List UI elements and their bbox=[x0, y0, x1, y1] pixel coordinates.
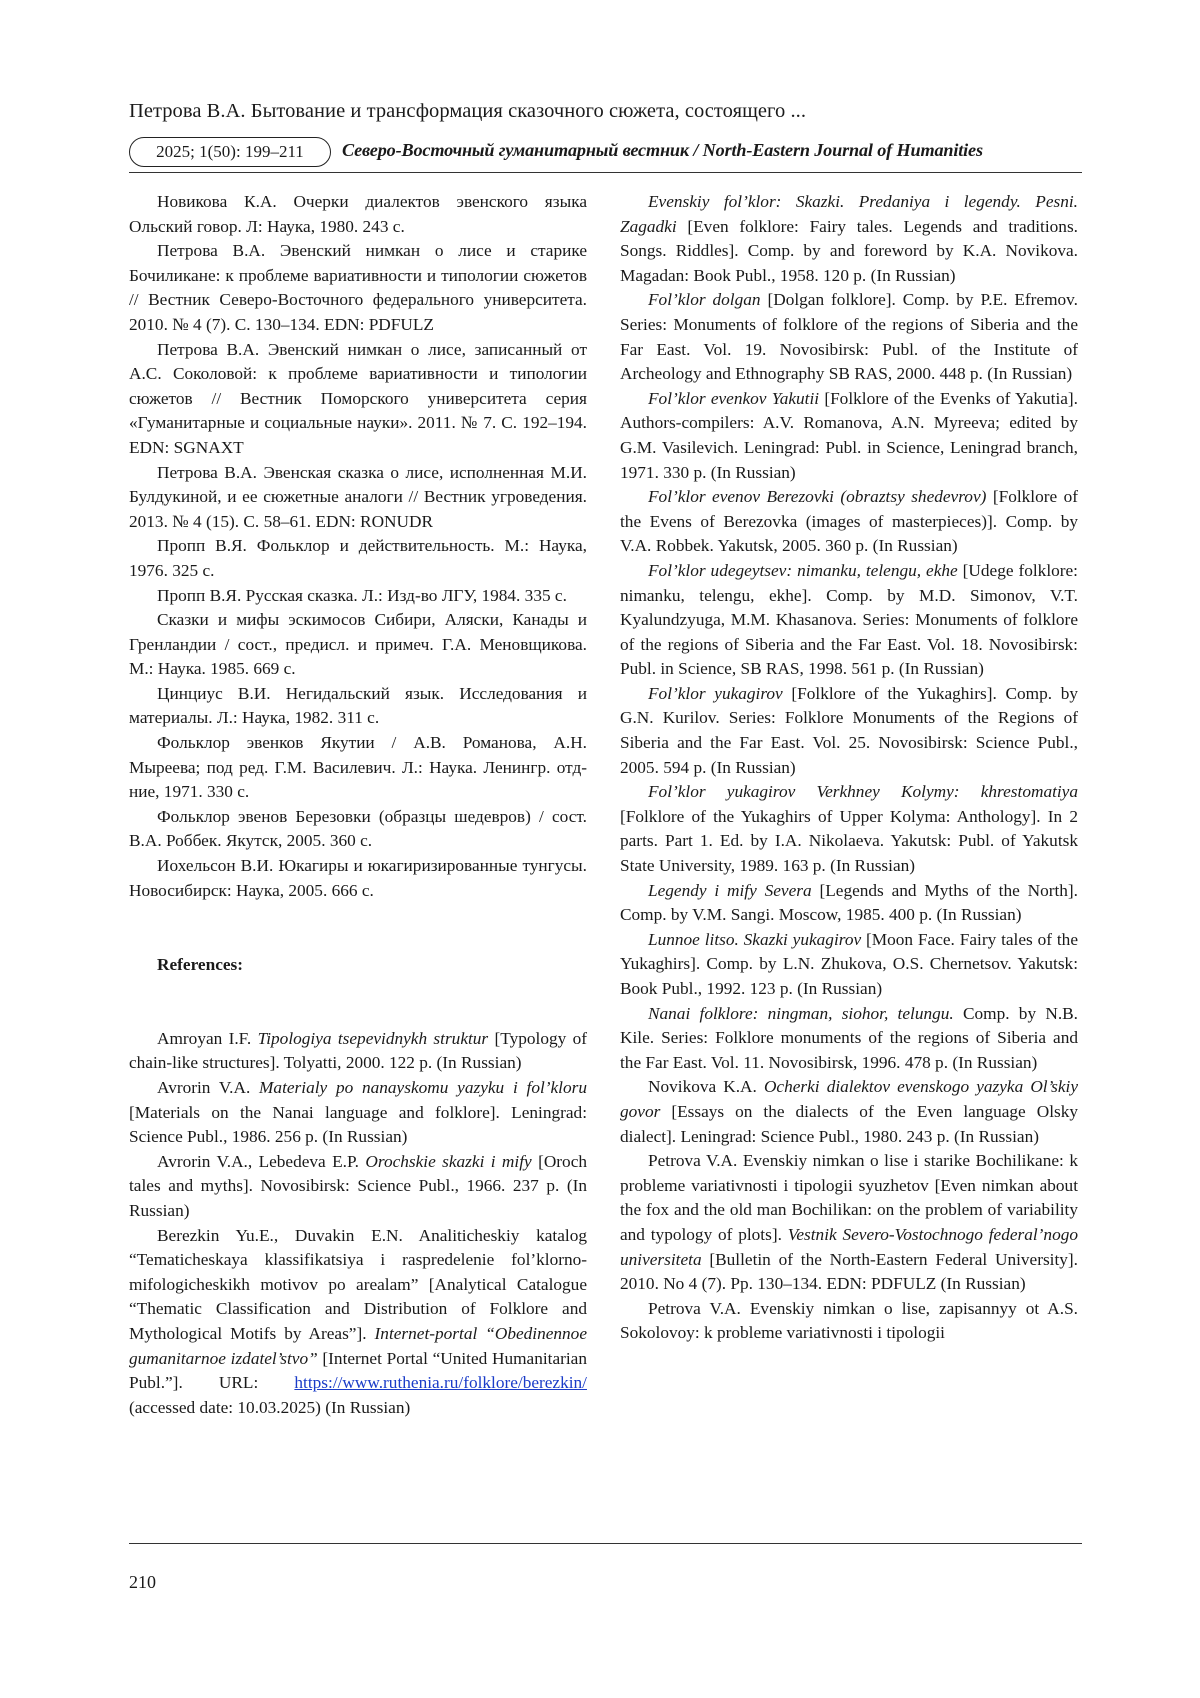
journal-name: Северо-Восточный гуманитарный вестник / North-Eastern Journal of Humanities bbox=[342, 140, 983, 160]
reference-item: Fol’klor dolgan [Dolgan folklore]. Comp. by P.E. Efremov. Series: Monuments of folklore of the regions of Siberia and the Far East. Vol. 19. Novosibirsk: Publ. of the Institute of Archeology and Ethnography SB RAS, 2000. 448 p. (In Russian) bbox=[620, 290, 1078, 384]
reference-item: Петрова В.А. Эвенский нимкан о лисе и старике Бочиликане: к проблеме вариативности и типологии сюжетов // Вестник Северо-Восточного федерального университета. 2010. № 4 (7). С. 130–134. EDN: PDFULZ bbox=[129, 241, 587, 334]
reference-item: Evenskiy fol’klor: Skazki. Predaniya i legendy. Pesni. Zagadki [Even folklore: Fairy tales. Legends and traditions. Songs. Riddles]. Comp. by and foreword by K.A. Novikova. Magadan: Book Publ., 1958. 120 p. (In Russian) bbox=[620, 192, 1078, 285]
reference-item: Петрова В.А. Эвенский нимкан о лисе, записанный от А.С. Соколовой: к проблеме вариативности и типологии сюжетов // Вестник Поморского университета серия «Гуманитарные и социальные науки». 2011. № 7. С. 192–194. EDN: SGNAXT bbox=[129, 339, 587, 457]
running-title: Петрова В.А. Бытование и трансформация сказочного сюжета, состоящего ... bbox=[129, 100, 806, 122]
reference-item: Фольклор эвенков Якутии / А.В. Романова, А.Н. Мыреева; под ред. Г.М. Василевич. Л.: Наука. Ленингр. отд-ние, 1971. 330 с. bbox=[129, 733, 587, 802]
page-number: 210 bbox=[129, 1572, 156, 1592]
header-rule bbox=[129, 172, 1082, 173]
reference-item: Avrorin V.A. Materialy po nanayskomu yazyku i fol’kloru [Materials on the Nanai language and folklore]. Leningrad: Science Publ., 1986. 256 p. (In Russian) bbox=[129, 1078, 587, 1147]
reference-item: Иохельсон В.И. Юкагиры и юкагиризированные тунгусы. Новосибирск: Наука, 2005. 666 с. bbox=[129, 856, 587, 900]
reference-item: Petrova V.A. Evenskiy nimkan o lise, zapisannyy ot A.S. Sokolovoy: k probleme variativnosti i tipologii bbox=[620, 1298, 1078, 1343]
reference-item: Fol’klor evenov Berezovki (obraztsy shedevrov) [Folklore of the Evens of Berezovka (images of masterpieces)]. Comp. by V.A. Robbek. Yakutsk, 2005. 360 p. (In Russian) bbox=[620, 487, 1079, 556]
reference-item: Пропп В.Я. Фольклор и действительность. М.: Наука, 1976. 325 с. bbox=[129, 536, 587, 580]
reference-item: Фольклор эвенов Березовки (образцы шедевров) / сост. В.А. Роббек. Якутск, 2005. 360 с. bbox=[129, 806, 587, 851]
reference-item: Legendy i mify Severa [Legends and Myths of the North]. Comp. by V.M. Sangi. Moscow, 1985. 400 p. (In Russian) bbox=[620, 880, 1079, 925]
reference-item: Novikova K.A. Ocherki dialektov evenskogo yazyka Ol’skiy govor [Essays on the dialects of the Even language Olsky dialect]. Leningrad: Science Publ., 1980. 243 p. (In Russian) bbox=[620, 1077, 1078, 1146]
reference-item: Петрова В.А. Эвенская сказка о лисе, исполненная М.И. Булдукиной, и ее сюжетные аналоги // Вестник угроведения. 2013. № 4 (15). С. 58–61. EDN: RONUDR bbox=[129, 462, 587, 531]
reference-item: Fol’klor evenkov Yakutii [Folklore of the Evenks of Yakutia]. Authors-compilers: A.V. Romanova, A.N. Myreeva; edited by G.M. Vasilevich. Leningrad: Publ. in Science, Leningrad branch, 1971. 330 p. (In Russian) bbox=[620, 388, 1078, 482]
reference-item: Цинциус В.И. Негидальский язык. Исследования и материалы. Л.: Наука, 1982. 311 с. bbox=[129, 683, 587, 728]
right-column bbox=[620, 190, 1078, 1346]
reference-item: Lunnoe litso. Skazki yukagirov [Moon Face. Fairy tales of the Yukaghirs]. Comp. by L.N. Zhukova, O.S. Chernetsov. Yakutsk: Book Publ., 1992. 123 p. (In Russian) bbox=[620, 929, 1078, 998]
reference-item: Сказки и мифы эскимосов Сибири, Аляски, Канады и Гренландии / сост., предисл. и примеч. Г.А. Меновщикова. М.: Наука. 1985. 669 с. bbox=[129, 610, 587, 679]
reference-item: Nanai folklore: ningman, siohor, telungu. Comp. by N.B. Kile. Series: Folklore monuments of the regions of Siberia and the Far East. Vol. 11. Novosibirsk, 1996. 478 p. (In Russian) bbox=[620, 1003, 1078, 1072]
reference-item: Petrova V.A. Evenskiy nimkan o lise i starike Bochilikane: k probleme variativnosti i tipologii syuzhetov [Even nimkan about the fox and the old man Bochilikan: on the problem of variability and typology of plots]. Vestnik Severo-Vostochnogo federal’nogo universiteta [Bulletin of the North-Eastern Federal University]. 2010. No 4 (7). Pp. 130–134. EDN: PDFULZ (In Russian) bbox=[620, 1151, 1078, 1294]
references-heading: References: bbox=[157, 955, 244, 975]
berezkin-url-link[interactable]: https://www.ruthenia.ru/folklore/berezkin/ bbox=[294, 1373, 587, 1393]
reference-item: Avrorin V.A., Lebedeva E.P. Orochskie skazki i mify [Oroch tales and myths]. Novosibirsk: Science Publ., 1966. 237 p. (In Russian) bbox=[129, 1151, 588, 1220]
left-column bbox=[129, 190, 587, 1420]
reference-item: Пропп В.Я. Русская сказка. Л.: Изд-во ЛГУ, 1984. 335 с. bbox=[157, 585, 567, 605]
reference-item: Fol’klor yukagirov Verkhney Kolymy: khrestomatiya [Folklore of the Yukaghirs of Upper Kolyma: Anthology]. In 2 parts. Part 1. Ed. by I.A. Nikolaeva. Yakutsk: Publ. of Yakutsk State University, 1989. 163 p. (In Russian) bbox=[620, 782, 1078, 876]
reference-item: Amroyan I.F. Tipologiya tsepevidnykh struktur [Typology of chain-like structures]. Tolyatti, 2000. 122 p. (In Russian) bbox=[129, 1028, 587, 1073]
reference-item: Fol’klor yukagirov [Folklore of the Yukaghirs]. Comp. by G.N. Kurilov. Series: Folklore Monuments of the Regions of Siberia and the Far East. Vol. 25. Novosibirsk: Science Publ., 2005. 594 p. (In Russian) bbox=[620, 683, 1078, 777]
reference-item: Fol’klor udegeytsev: nimanku, telengu, ekhe [Udege folklore: nimanku, telengu, ekhe]. Comp. by M.D. Simonov, V.T. Kyalundzyuga, M.M. Khasanova. Series: Monuments of folklore of the regions of Siberia and the Far East. Vol. 18. Novosibirsk: Publ. in Science, SB RAS, 1998. 561 p. (In Russian) bbox=[620, 560, 1078, 679]
reference-item: Berezkin Yu.E., Duvakin E.N. Analiticheskiy katalog “Tematicheskaya klassifikatsiya i raspredelenie fol’klorno-mifologicheskikh motivov po arealam” [Analytical Catalogue “Thematic Classification and Distribution of Folklore and Mythological Motifs by Areas”]. Internet-portal “Obedinennoe gumanitarnoe izdatel’stvo” [Internet Portal “United Humanitarian Publ.”]. URL: https://www.ruthenia.ru/folklore/berezkin/ (accessed date: 10.03.2025) (In Russian) bbox=[129, 1225, 587, 1417]
footer-rule bbox=[129, 1543, 1082, 1544]
issue-badge: 2025; 1(50): 199–211 bbox=[129, 137, 331, 167]
reference-item: Новикова К.А. Очерки диалектов эвенского языка Ольский говор. Л: Наука, 1980. 243 с. bbox=[129, 192, 587, 236]
